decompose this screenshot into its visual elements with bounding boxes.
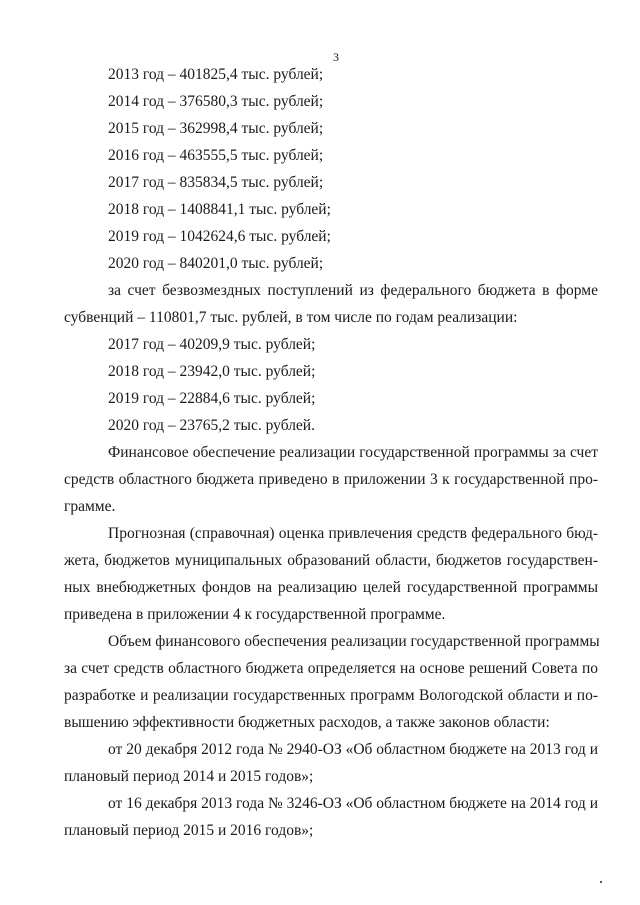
year-line: 2016 год – 463555,5 тыс. рублей; bbox=[108, 147, 324, 164]
paragraph-line: за счет безвозмездных поступлений из федерального бюджета в форме bbox=[108, 282, 598, 299]
law-reference-3246 bbox=[0, 790, 640, 844]
year-line: 2019 год – 1042624,6 тыс. рублей; bbox=[108, 228, 331, 245]
financing-paragraph bbox=[0, 439, 640, 520]
paragraph-line: жета, бюджетов муниципальных образований области, бюджетов государствен- bbox=[64, 552, 598, 569]
years-list-regional bbox=[108, 61, 331, 277]
federal-subventions-paragraph bbox=[0, 277, 640, 331]
paragraph-line: ных внебюджетных фондов на реализацию целей государственной программы bbox=[64, 579, 598, 596]
paragraph-line: приведена в приложении 4 к государственной программе. bbox=[64, 606, 446, 623]
year-line: 2018 год – 1408841,1 тыс. рублей; bbox=[108, 201, 331, 218]
year-line: 2014 год – 376580,3 тыс. рублей; bbox=[108, 93, 324, 110]
year-line: 2017 год – 835834,5 тыс. рублей; bbox=[108, 174, 324, 191]
year-line: 2019 год – 22884,6 тыс. рублей; bbox=[108, 390, 316, 407]
year-line: 2013 год – 401825,4 тыс. рублей; bbox=[108, 66, 324, 83]
law-reference-2940 bbox=[0, 736, 640, 790]
paragraph-line: средств областного бюджета приведено в приложении 3 к государственной про- bbox=[64, 471, 598, 488]
year-line: 2020 год – 840201,0 тыс. рублей; bbox=[108, 255, 324, 272]
paragraph-line: за счет средств областного бюджета определяется на основе решений Совета по bbox=[64, 660, 598, 677]
paragraph-line: плановый период 2015 и 2016 годов»; bbox=[64, 822, 314, 839]
forecast-paragraph bbox=[0, 520, 640, 628]
scan-mark bbox=[600, 881, 602, 883]
paragraph-line: Финансовое обеспечение реализации государственной программы за счет bbox=[108, 444, 598, 461]
year-line: 2018 год – 23942,0 тыс. рублей; bbox=[108, 363, 316, 380]
paragraph-line: субвенций – 110801,7 тыс. рублей, в том числе по годам реализации: bbox=[64, 309, 518, 326]
year-line: 2017 год – 40209,9 тыс. рублей; bbox=[108, 336, 316, 353]
years-list-federal bbox=[108, 331, 315, 439]
paragraph-line: грамме. bbox=[64, 498, 116, 515]
paragraph-line: вышению эффективности бюджетных расходов, а также законов области: bbox=[64, 714, 550, 731]
year-line: 2015 год – 362998,4 тыс. рублей; bbox=[108, 120, 324, 137]
paragraph-line: от 16 декабря 2013 года № 3246-ОЗ «Об областном бюджете на 2014 год и bbox=[108, 795, 598, 812]
volume-paragraph bbox=[0, 628, 640, 736]
paragraph-line: разработке и реализации государственных программ Вологодской области и по- bbox=[64, 687, 598, 704]
year-line: 2020 год – 23765,2 тыс. рублей. bbox=[108, 417, 315, 434]
paragraph-line: Объем финансового обеспечения реализации государственной программы bbox=[108, 633, 600, 650]
paragraph-line: от 20 декабря 2012 года № 2940-ОЗ «Об областном бюджете на 2013 год и bbox=[108, 741, 598, 758]
page-number: 3 bbox=[333, 50, 339, 64]
paragraph-line: плановый период 2014 и 2015 годов»; bbox=[64, 768, 314, 785]
paragraph-line: Прогнозная (справочная) оценка привлечения средств федерального бюд- bbox=[108, 525, 598, 542]
